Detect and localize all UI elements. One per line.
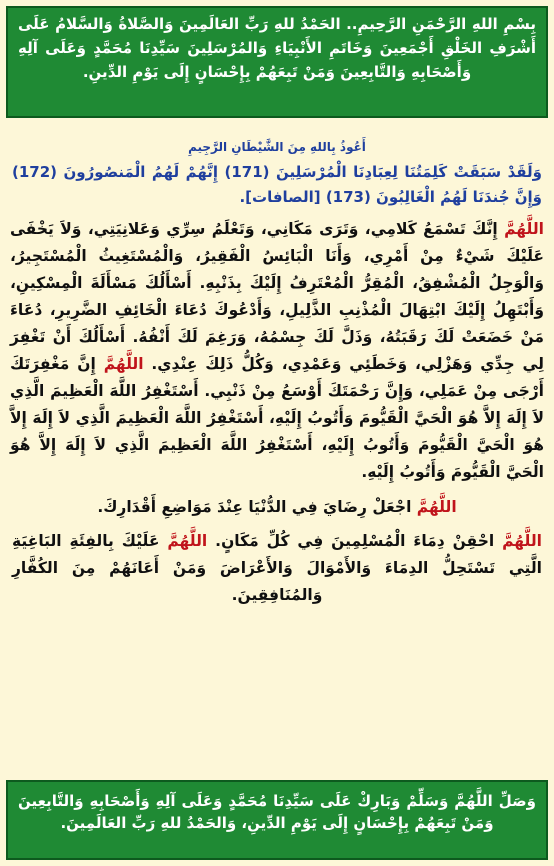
verse-text: وَلَقَدْ سَبَقَتْ كَلِمَتُنَا لِعِبَادِنَا الْمُرْسَلِينَ (171) إِنَّهُمْ لَهُمُ الْمَنصُورُونَ (172) وَإِنَّ جُندَنَا لَهُمُ الْغَالِبُونَ (173): [12, 163, 542, 206]
allahumma-5: اللَّهُمَّ: [167, 532, 208, 550]
closing-text: وَصَلِّ اللَّهُمَّ وَسَلِّمْ وَبَارِكْ عَلَى سَيِّدِنَا مُحَمَّدٍ وَعَلَى آلِهِ وَأَصْحَابِهِ وَالتَّابِعِينَ وَمَنْ تَبِعَهُمْ بِإِحْسَانٍ إِلَى يَوْمِ الدِّينِ، وَالحَمْدُ للهِ رَبِّ العَالَمِينَ.: [18, 792, 536, 832]
opening-text: بِسْمِ اللهِ الرَّحْمَنِ الرَّحِيمِ.. الحَمْدُ للهِ رَبِّ العَالَمِينَ وَالصَّلاةُ وَالسَّلامُ عَلَى أَشْرَفِ الخَلْقِ أَجْمَعِينَ وَخَاتَمِ الأَنْبِيَاءِ وَالمُرْسَلِينَ سَيِّدِنَا مُحَمَّدٍ وَعَلَى آلِهِ وَأَصْحَابِهِ وَالتَّابِعِينَ وَمَنْ تَبِعَهُمْ بِإِحْسَانٍ إِلَى يَوْمِ الدِّينِ.: [18, 15, 536, 81]
audhu-line: أَعُوذُ بِاللهِ مِنَ الشَّيْطَانِ الرَّجِيمِ: [188, 140, 366, 154]
allahumma-1: اللَّهُمَّ: [504, 220, 544, 238]
main-dua: [0, 210, 554, 486]
opening-banner: [6, 6, 548, 118]
page: [0, 6, 554, 866]
dua-muslims-text-2: عَلَيْكَ بِالفِئَةِ البَاغِيَةِ الَّتِي تَسْتَحِلُّ الدِمَاءَ وَالأَمْوَالَ وَالأَعْرَاضَ وَمَنْ أَعَانَهُمْ مِنَ الكُفَّارِ وَالمُنَافِقِينَ.: [12, 532, 542, 604]
allahumma-4: اللَّهُمَّ: [502, 532, 542, 550]
dua-muslims: [0, 520, 554, 609]
quran-verse: [0, 154, 554, 210]
allahumma-2: اللَّهُمَّ: [103, 355, 144, 373]
dua-rida-text: اجْعَلْ رِضَايَ فِي الدُّنْيَا عِنْدَ مَوَاضِعِ أَقْدَارِكَ.: [97, 498, 417, 516]
verse-reference: [الصافات].: [239, 188, 321, 206]
allahumma-3: اللَّهُمَّ: [416, 498, 457, 516]
closing-banner: [6, 780, 548, 860]
dua-part-1: إِنَّكَ تَسْمَعُ كَلامِي، وَتَرَى مَكَانِي، وَتَعْلَمُ سِرِّي وَعَلانِيَتِي، وَلاَ يَخْفَى عَلَيْكَ شَيْءٌ مِنْ أَمْرِي، وَأَنَا الْبَائِسُ الْفَقِيرُ، وَالْمُسْتَغِيثُ الْمُسْتَجِيرُ، وَالْوَجِلُ الْمُشْفِقُ، الْمُقِرُّ الْمُعْتَرِفُ إِلَيْكَ بِذَنْبِهِ. أَسْأَلُكَ مَسْأَلَةَ الْمِسْكِينِ، وَأَبْتَهِلُ إِلَيْكَ ابْتِهَالَ الْمُذْنِبِ الذَّلِيلِ، وَأَدْعُوكَ دُعَاءَ الْخَائِفِ الضَّرِيرِ، دُعَاءَ مَنْ خَضَعَتْ لَكَ رَقَبَتُهُ، وَذَلَّ لَكَ جِسْمُهُ، وَرَغِمَ لَكَ أَنْفُهُ. أَسْأَلُكَ أَنْ تَغْفِرَ لِي جِدِّي وَهَزْلِي، وَخَطَئِي وَعَمْدِي، وَكُلُّ ذَلِكَ عِنْدِي.: [10, 220, 544, 373]
dua-rida: [0, 494, 554, 520]
dua-part-2: إِنَّ مَغْفِرَتَكَ أَرْجَى مِنْ عَمَلِي، وَإِنَّ رَحْمَتَكَ أَوْسَعُ مِنْ ذَنْبِي. أَسْتَغْفِرُ اللَّهَ الْعَظِيمَ الَّذِي لاَ إِلَهَ إِلاَّ هُوَ الْحَيَّ الْقَيُّومَ وَأَتُوبُ إِلَيْهِ، أَسْتَغْفِرُ اللَّهَ الْعَظِيمَ الَّذِي لاَ إِلَهَ إِلاَّ هُوَ الْحَيَّ الْقَيُّومَ وَأَتُوبُ إِلَيْهِ، أَسْتَغْفِرُ اللَّهَ الْعَظِيمَ الَّذِي لاَ إِلَهَ إِلاَّ هُوَ الْحَيَّ الْقَيُّومَ وَأَتُوبُ إِلَيْهِ.: [10, 355, 544, 481]
dua-muslims-text-1: احْقِنْ دِمَاءَ الْمُسْلِمِينَ فِي كُلِّ مَكَانٍ.: [207, 532, 503, 550]
